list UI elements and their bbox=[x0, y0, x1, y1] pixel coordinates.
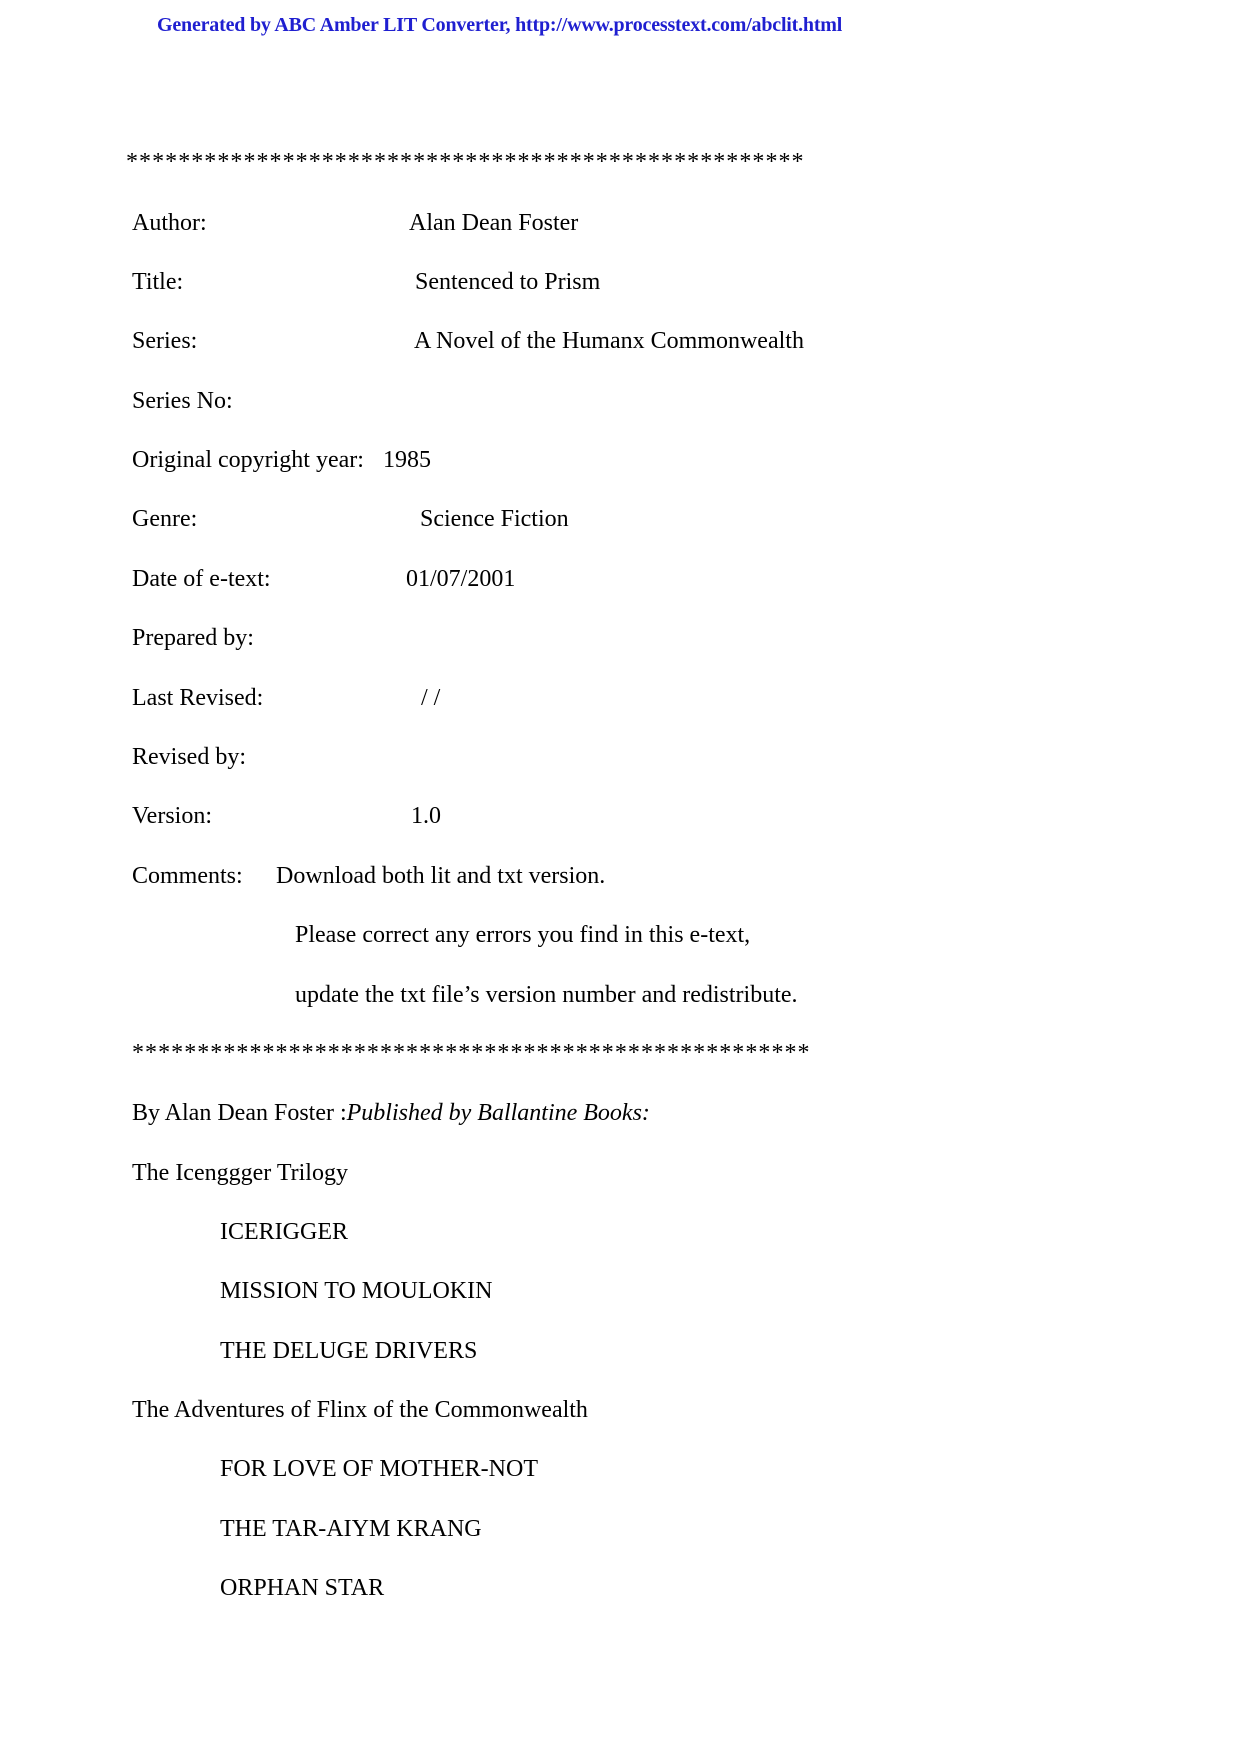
date-value: 01/07/2001 bbox=[406, 566, 516, 592]
title-label: Title: bbox=[132, 269, 184, 295]
genre-value: Science Fiction bbox=[420, 506, 569, 532]
comments-label: Comments: bbox=[132, 863, 243, 889]
genre-label: Genre: bbox=[132, 506, 198, 532]
comments-line-1: Download both lit and txt version. bbox=[276, 863, 606, 889]
comments-line-3: update the txt file’s version number and redistribute. bbox=[295, 982, 798, 1008]
book-title: FOR LOVE OF MOTHER-NOT bbox=[220, 1456, 538, 1482]
copyright-year-label: Original copyright year: bbox=[132, 447, 364, 473]
book-title: THE DELUGE DRIVERS bbox=[220, 1338, 478, 1364]
date-label: Date of e-text: bbox=[132, 566, 271, 592]
separator-top: **************************************************** bbox=[126, 149, 805, 175]
book-title: ORPHAN STAR bbox=[220, 1575, 385, 1601]
series-value: A Novel of the Humanx Commonwealth bbox=[414, 328, 804, 354]
version-value: 1.0 bbox=[411, 803, 441, 829]
bibliography-intro-author: By Alan Dean Foster : bbox=[132, 1100, 347, 1126]
copyright-year-value: 1985 bbox=[383, 447, 431, 473]
bibliography-intro-publisher: Published by Ballantine Books: bbox=[346, 1100, 650, 1126]
revised-by-label: Revised by: bbox=[132, 744, 246, 770]
book-title: THE TAR-AIYM KRANG bbox=[220, 1516, 482, 1542]
series-heading-icerigger: The Icenggger Trilogy bbox=[132, 1160, 348, 1186]
generator-banner-link[interactable]: Generated by ABC Amber LIT Converter, http://www.processtext.com/abclit.html bbox=[157, 14, 843, 36]
author-label: Author: bbox=[132, 210, 207, 236]
title-value: Sentenced to Prism bbox=[415, 269, 601, 295]
book-title: MISSION TO MOULOKIN bbox=[220, 1278, 493, 1304]
version-label: Version: bbox=[132, 803, 212, 829]
last-revised-label: Last Revised: bbox=[132, 685, 264, 711]
bibliography-intro bbox=[132, 1101, 650, 1125]
series-heading-flinx: The Adventures of Flinx of the Commonwealth bbox=[132, 1397, 588, 1423]
comments-line-2: Please correct any errors you find in this e-text, bbox=[295, 922, 751, 948]
last-revised-value: / / bbox=[421, 685, 441, 711]
separator-bottom: **************************************************** bbox=[132, 1040, 811, 1066]
book-title: ICERIGGER bbox=[220, 1219, 348, 1245]
prepared-by-label: Prepared by: bbox=[132, 625, 254, 651]
series-no-label: Series No: bbox=[132, 388, 233, 414]
author-value: Alan Dean Foster bbox=[409, 210, 579, 236]
series-label: Series: bbox=[132, 328, 198, 354]
